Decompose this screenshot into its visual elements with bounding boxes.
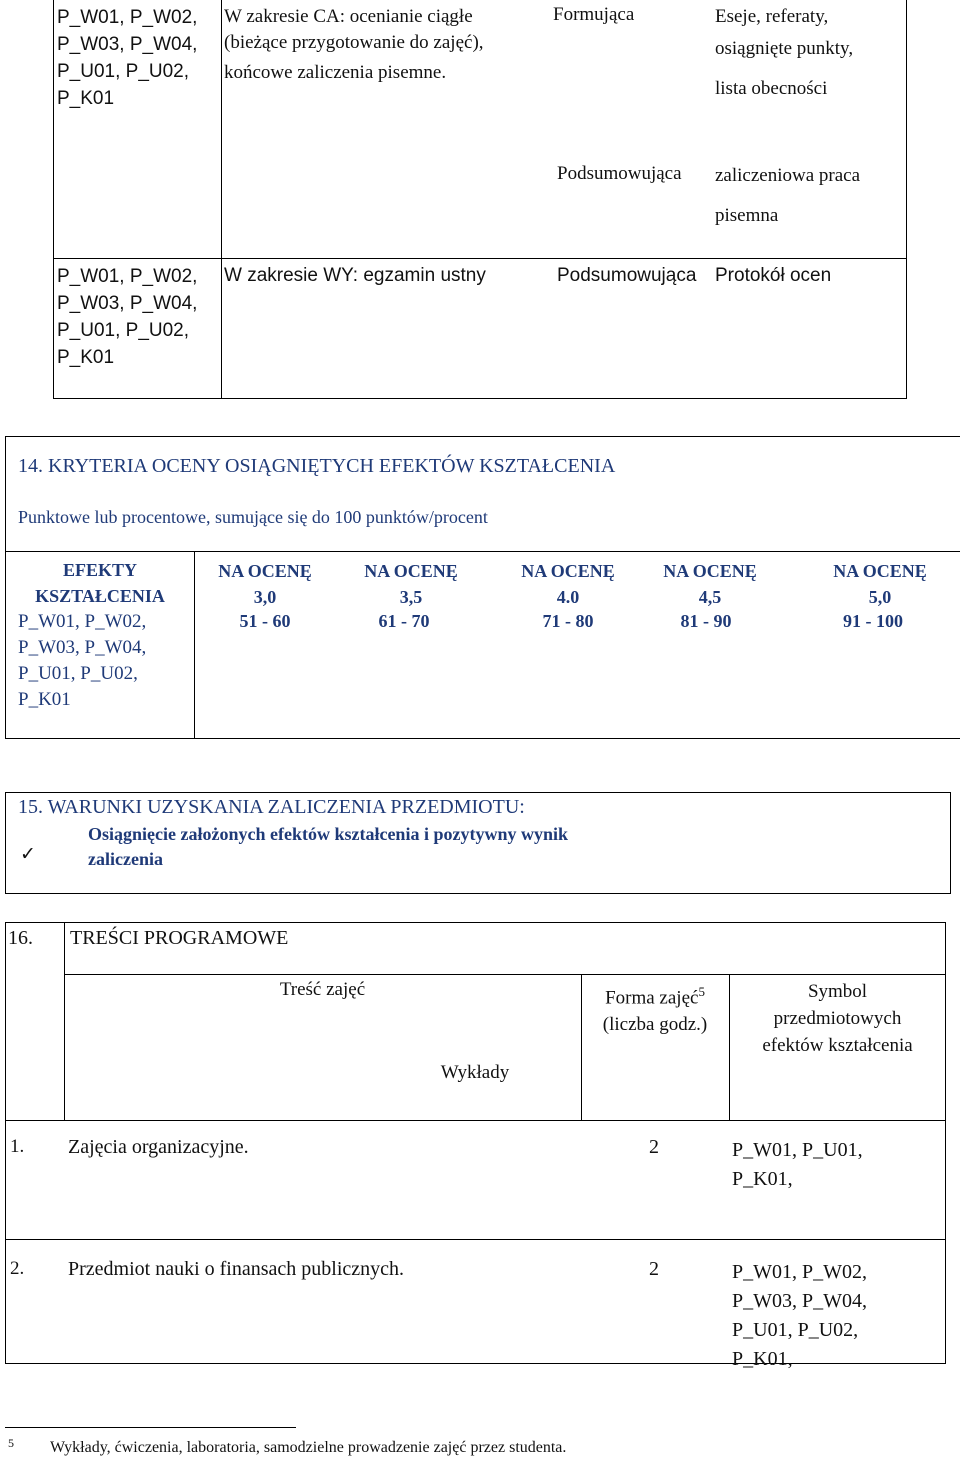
header-content: Treść zajęć	[279, 979, 366, 1000]
section15-title: 15. WARUNKI UZYSKANIA ZALICZENIA PRZEDMIOTU:	[18, 796, 525, 818]
grade-4-5: NA OCENĘ 4,5	[663, 561, 757, 607]
grade-5-0: NA OCENĘ 5,0	[833, 561, 927, 607]
row1-effects: P_W01, P_W02, P_W03, P_W04, P_U01, P_U02, P_K01	[57, 7, 198, 109]
grade-4-5-range: 81 - 90	[680, 611, 732, 631]
row-1-num: 1.	[10, 1136, 25, 1157]
check-icon: ✓	[20, 843, 36, 865]
row1-form-summative: Podsumowująca	[557, 163, 682, 184]
header-symbol: Symbol przedmiotowych efektów kształcenia	[762, 981, 913, 1056]
section16-number: 16.	[8, 927, 33, 949]
table1-col-divider	[221, 0, 222, 398]
grade-3-5: NA OCENĘ 3,5	[364, 561, 458, 607]
row-2-symbols: P_W01, P_W02, P_W03, P_W04, P_U01, P_U02, P_K01,	[732, 1261, 867, 1370]
row1-method: W zakresie CA: ocenianie ciągłe (bieżące przygotowanie do zajęć), końcowe zaliczenia pisemne.	[224, 6, 484, 83]
title-row-divider	[64, 974, 946, 975]
row-2-num: 2.	[10, 1258, 25, 1279]
row2-effects: P_W01, P_W02, P_W03, P_W04, P_U01, P_U02, P_K01	[57, 266, 198, 368]
subheader-lectures: Wykłady	[440, 1062, 510, 1083]
footnote-marker: 5	[8, 1436, 14, 1450]
row-2-hours: 2	[649, 1258, 659, 1280]
grade-3-0: NA OCENĘ 3,0	[218, 561, 312, 607]
row2-form: Podsumowująca	[557, 265, 697, 286]
section16-title: TREŚCI PROGRAMOWE	[70, 927, 289, 949]
grade-4-0: NA OCENĘ 4.0	[521, 561, 615, 607]
grade-3-0-range: 51 - 60	[239, 611, 291, 631]
row-1-hours: 2	[649, 1136, 659, 1158]
section14-title: 14. KRYTERIA OCENY OSIĄGNIĘTYCH EFEKTÓW KSZTAŁCENIA	[18, 455, 616, 477]
grade-4-0-range: 71 - 80	[542, 611, 594, 631]
header-row-divider	[5, 1120, 946, 1121]
grading-col-divider	[194, 551, 195, 739]
effects-values: P_W01, P_W02, P_W03, P_W04, P_U01, P_U02, P_K01	[18, 611, 147, 710]
row1-tools: Eseje, referaty, osiągnięte punkty, lista obecności	[715, 6, 854, 99]
footnote-ref: 5	[698, 984, 705, 999]
row2-tool: Protokół ocen	[715, 265, 832, 286]
footnote-text: Wykłady, ćwiczenia, laboratoria, samodzielne prowadzenie zajęć przez studenta.	[50, 1439, 567, 1456]
num-col-divider	[64, 922, 65, 974]
row1-divider	[5, 1239, 946, 1240]
section15-text: Osiągnięcie założonych efektów kształcenia i pozytywny wynik zaliczenia	[88, 824, 568, 869]
row1-tool-written-exam: zaliczeniowa praca pisemna	[715, 165, 861, 226]
grade-3-5-range: 61 - 70	[378, 611, 430, 631]
section14-header-box	[5, 436, 960, 551]
row2-method: W zakresie WY: egzamin ustny	[224, 265, 486, 286]
table1-row-divider	[53, 258, 907, 259]
grade-5-0-range: 91 - 100	[843, 611, 903, 631]
row-1-symbols: P_W01, P_U01, P_K01,	[732, 1139, 863, 1190]
row1-form-formative: Formująca	[553, 4, 635, 25]
effects-header: EFEKTY KSZTAŁCENIA	[35, 560, 165, 606]
section14-subtitle: Punktowe lub procentowe, sumujące się do 100 punktów/procent	[18, 507, 488, 527]
footnote-separator	[5, 1427, 296, 1428]
header-form: Forma zajęć$^5$ (liczba godz.)	[602, 984, 708, 1036]
row-1-content: Zajęcia organizacyjne.	[68, 1136, 249, 1158]
row-2-content: Przedmiot nauki o finansach publicznych.	[68, 1258, 405, 1280]
